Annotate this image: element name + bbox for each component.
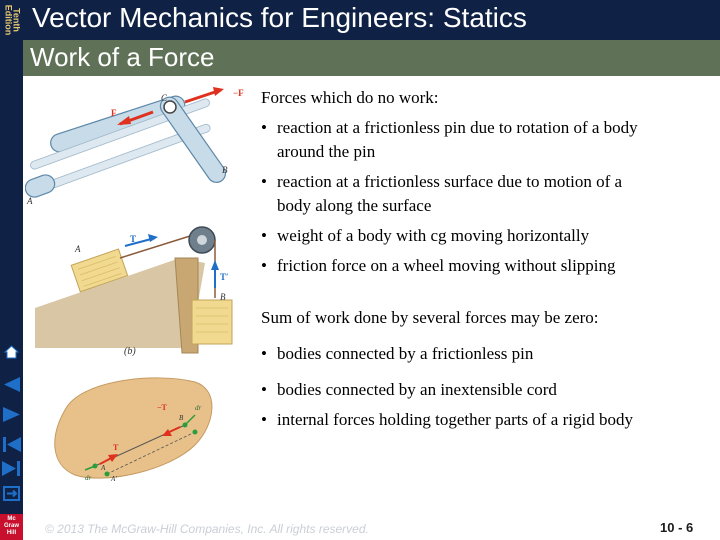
fig2-caption: (b): [124, 346, 136, 357]
previous-icon[interactable]: [1, 406, 22, 423]
fig2-label-B: B: [220, 292, 226, 302]
page-number: 10 - 6: [660, 520, 694, 535]
copyright-notice: © 2013 The McGraw-Hill Companies, Inc. All rights reserved.: [45, 522, 369, 536]
list-item-line: bodies connected by an inextensible cord: [277, 380, 557, 399]
fig2-label-T: T: [130, 234, 137, 244]
fig3-label-Aprime: A′: [111, 475, 117, 483]
bullet: •: [261, 380, 267, 399]
fig3-label-A: A: [101, 464, 106, 472]
list-item: [261, 342, 713, 366]
list-item: [261, 378, 713, 402]
list-item-line: reaction at a frictionless pin due to rotation of a body: [277, 118, 638, 137]
list-item: [261, 254, 713, 278]
list-item: [261, 170, 713, 218]
fig3-label-dr-bottom: dr: [85, 474, 92, 482]
list-item-line: internal forces holding together parts of a rigid body: [277, 410, 633, 429]
left-sidebar: [0, 0, 23, 540]
fig3-label-negT: −T: [157, 403, 167, 412]
bullet: •: [261, 172, 267, 191]
fig2-label-Tprime: T′: [220, 272, 229, 282]
edition-word-2: Edition: [3, 4, 13, 36]
list-item-line: bodies connected by a frictionless pin: [277, 344, 534, 363]
bullet: •: [261, 256, 267, 275]
last-page-icon[interactable]: [1, 460, 22, 477]
fig3-label-dr-top: dr: [195, 404, 202, 412]
list-item: [261, 224, 713, 248]
logo-line-1: Mc: [7, 516, 16, 522]
list-item-line: weight of a body with cg moving horizontally: [277, 226, 590, 245]
fig1-label-negF: −F: [233, 88, 244, 98]
fig1-label-A: A: [27, 196, 33, 206]
bullet: •: [261, 118, 267, 137]
list-item-line: body along the surface: [277, 196, 432, 215]
heading-sum-zero: Sum of work done by several forces may be zero:: [261, 308, 599, 327]
next-icon[interactable]: [1, 436, 22, 453]
list-item: [261, 408, 713, 432]
home-icon[interactable]: [1, 343, 22, 360]
first-page-icon[interactable]: [1, 376, 22, 393]
bullet: •: [261, 410, 267, 429]
fig3-label-T: T: [113, 443, 119, 452]
edition-label: [0, 0, 23, 40]
figure-incline-pulley: [30, 218, 255, 358]
bullet: •: [261, 226, 267, 245]
bullet: •: [261, 344, 267, 363]
fig1-label-F: F: [111, 108, 117, 118]
publisher-logo: [0, 514, 23, 540]
logo-line-3: Hill: [6, 530, 17, 536]
list-item-line: around the pin: [277, 142, 376, 161]
page-title: Vector Mechanics for Engineers: Statics: [32, 2, 527, 33]
list-item-line: reaction at a frictionless surface due to motion of a: [277, 172, 623, 191]
edition-word-1: Tenth: [11, 8, 21, 32]
heading-no-work: Forces which do no work:: [261, 88, 439, 107]
fig3-label-B: B: [179, 414, 184, 422]
exit-icon[interactable]: [1, 485, 22, 502]
fig2-label-A: A: [75, 244, 81, 254]
fig1-label-C: C: [161, 93, 168, 103]
figure-pinned-links: [25, 82, 255, 212]
list-item-line: friction force on a wheel moving without slipping: [277, 256, 616, 275]
fig1-label-B: B: [222, 165, 228, 175]
list-item: [261, 116, 713, 164]
figure-rigid-body: [45, 370, 220, 485]
slide-subtitle: Work of a Force: [30, 42, 215, 72]
logo-line-2: Graw: [3, 523, 19, 529]
